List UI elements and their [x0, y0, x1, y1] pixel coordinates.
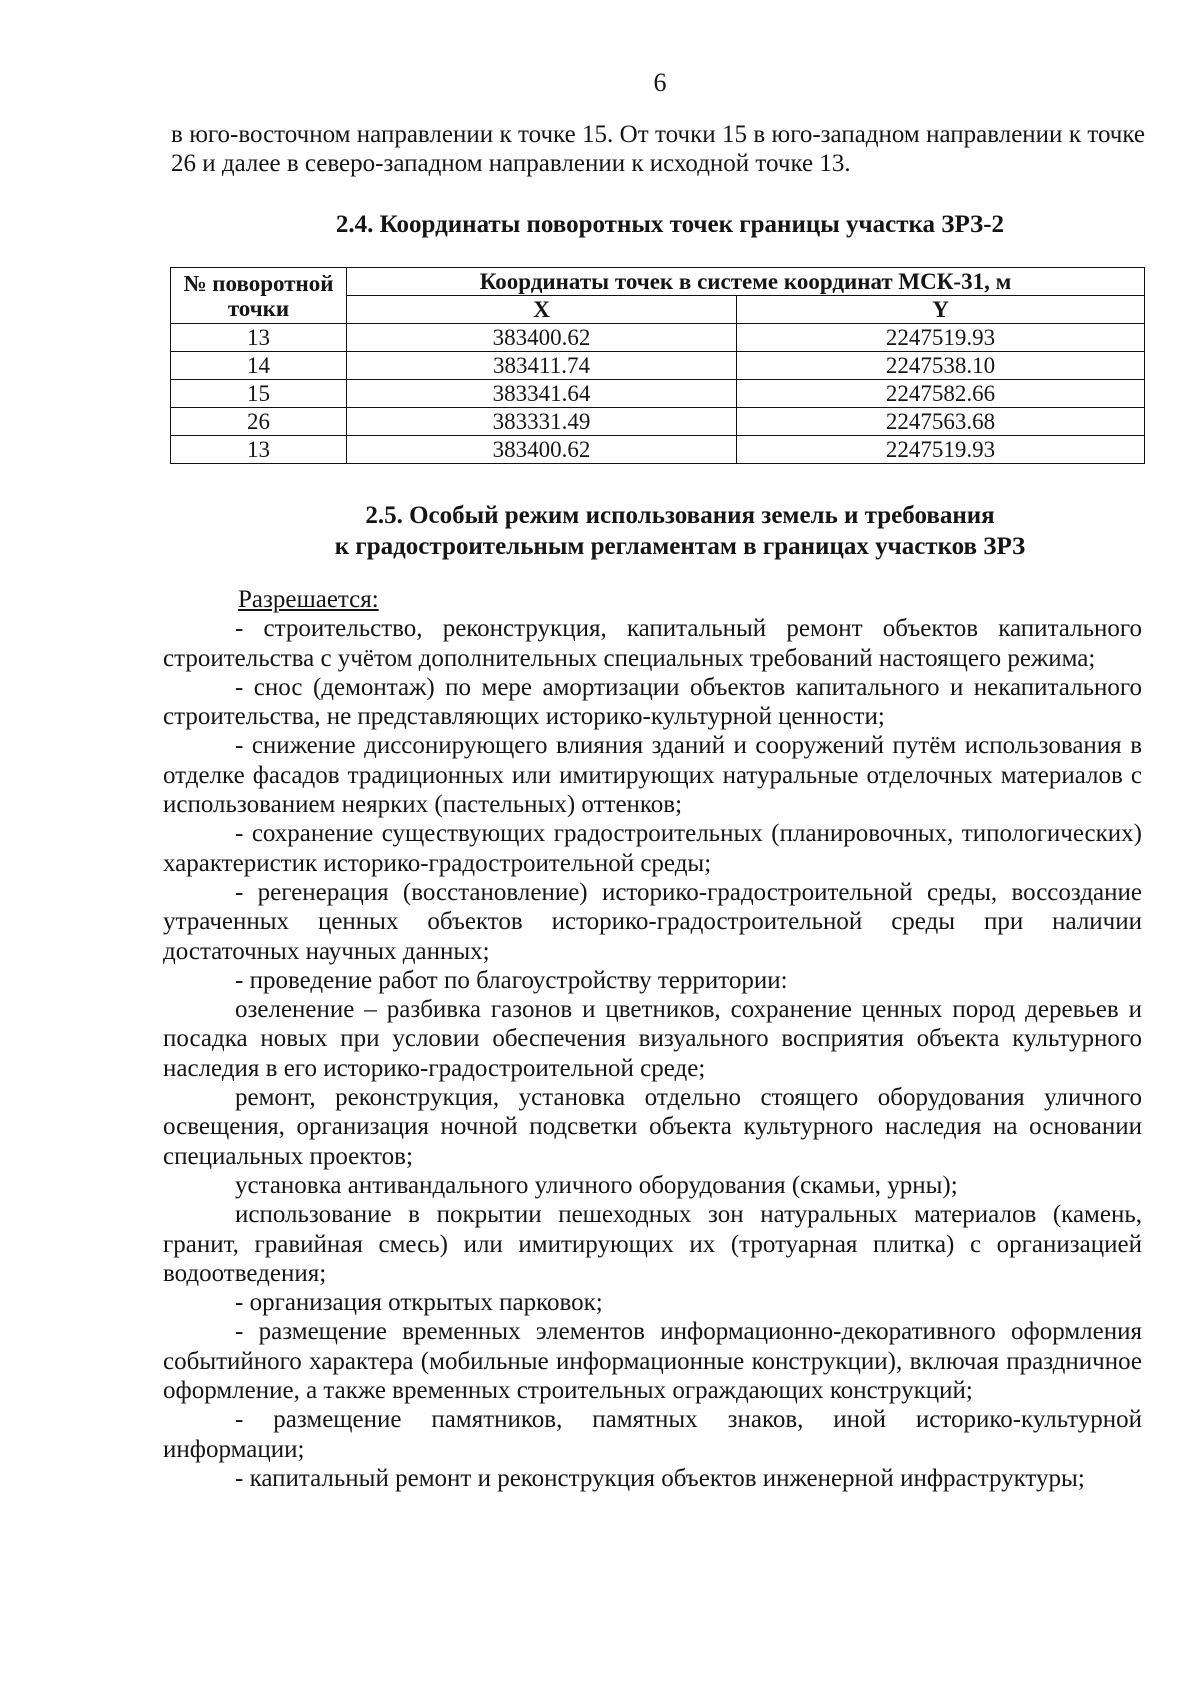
cell-x: 383400.62 — [347, 324, 737, 352]
list-item: - строительство, реконструкция, капитальный ремонт объектов капитального строительства с учётом дополнительных специальных требований настоящего режима; — [163, 615, 1142, 672]
intro-paragraph: в юго-восточном направлении к точке 15. От точки 15 в юго-западном направлении к точке 26 и далее в северо-западном направлении к исходной точке 13. — [171, 121, 1145, 177]
section-heading-regime-line1: 2.5. Особый режим использования земель и требования — [365, 502, 995, 529]
list-item: - размещение памятников, памятных знаков, иной историко-культурной информации; — [163, 1406, 1142, 1463]
cell-point: 13 — [171, 324, 347, 352]
list-item: - регенерация (восстановление) историко-градостроительной среды, воссоздание утраченных ценных объектов историко-градостроительной среды при наличии достаточных научных данных; — [163, 878, 1142, 965]
list-item: озеленение – разбивка газонов и цветников, сохранение ценных пород деревьев и посадка новых при условии обеспечения визуального восприятия объекта культурного наследия в его историко-градостроительной среде; — [163, 996, 1142, 1082]
cell-x: 383411.74 — [347, 352, 737, 380]
section-heading-regime-line2: к градостроительным регламентам в границах участков ЗРЗ — [334, 533, 1026, 560]
list-item: - размещение временных элементов информационно-декоративного оформления событийного характера (мобильные информационные конструкции), включая праздничное оформление, а также временных строительных ограждающих конструкций; — [163, 1318, 1142, 1405]
list-item: - организация открытых парковок; — [235, 1289, 603, 1317]
cell-y: 2247519.93 — [737, 436, 1145, 464]
header-coordinates: Координаты точек в системе координат МСК-31, м — [347, 268, 1145, 296]
cell-y: 2247538.10 — [737, 352, 1145, 380]
regime-body — [163, 585, 1142, 1493]
list-item: использование в покрытии пешеходных зон натуральных материалов (камень, гранит, гравийная смесь) или имитирующих их (тротуарная плитка) с организацией водоотведения; — [163, 1201, 1142, 1287]
page-number: 6 — [653, 68, 667, 97]
header-point-number: № поворотной точки — [171, 268, 347, 324]
section-heading-regime — [0, 500, 1200, 562]
cell-x: 383331.49 — [347, 408, 737, 436]
list-item: - сохранение существующих градостроительных (планировочных, типологических) характеристик историко-градостроительной среды; — [163, 820, 1142, 877]
allowed-label: Разрешается: — [238, 586, 379, 613]
table-row — [171, 324, 1145, 352]
list-item: установка антивандального уличного оборудования (скамьи, урны); — [235, 1171, 958, 1199]
list-item: ремонт, реконструкция, установка отдельно стоящего оборудования уличного освещения, организация ночной подсветки объекта культурного наследия на основании специальных проектов; — [163, 1084, 1142, 1170]
regime-items-list — [163, 614, 1142, 1493]
list-item: - проведение работ по благоустройству территории: — [235, 966, 788, 994]
cell-point: 15 — [171, 380, 347, 408]
cell-y: 2247519.93 — [737, 324, 1145, 352]
cell-y: 2247563.68 — [737, 408, 1145, 436]
cell-y: 2247582.66 — [737, 380, 1145, 408]
section-heading-coordinates: 2.4. Координаты поворотных точек границы участка ЗРЗ-2 — [335, 211, 1005, 238]
cell-point: 14 — [171, 352, 347, 380]
list-item: - снижение диссонирующего влияния зданий и сооружений путём использования в отделке фасадов традиционных или имитирующих натуральные отделочных материалов с использованием неярких (пастельных) оттенков; — [163, 732, 1142, 819]
cell-point: 13 — [171, 436, 347, 464]
cell-x: 383400.62 — [347, 436, 737, 464]
header-y: Y — [737, 296, 1145, 324]
coordinates-table-body — [171, 324, 1145, 464]
cell-x: 383341.64 — [347, 380, 737, 408]
table-row — [171, 380, 1145, 408]
cell-point: 26 — [171, 408, 347, 436]
coordinates-table — [170, 267, 1145, 464]
table-row — [171, 436, 1145, 464]
table-row — [171, 352, 1145, 380]
list-item: - снос (демонтаж) по мере амортизации объектов капитального и некапитального строительства, не представляющих историко-культурной ценности; — [163, 673, 1142, 731]
table-row — [171, 408, 1145, 436]
list-item: - капитальный ремонт и реконструкция объектов инженерной инфраструктуры; — [235, 1464, 1085, 1492]
header-x: X — [347, 296, 737, 324]
